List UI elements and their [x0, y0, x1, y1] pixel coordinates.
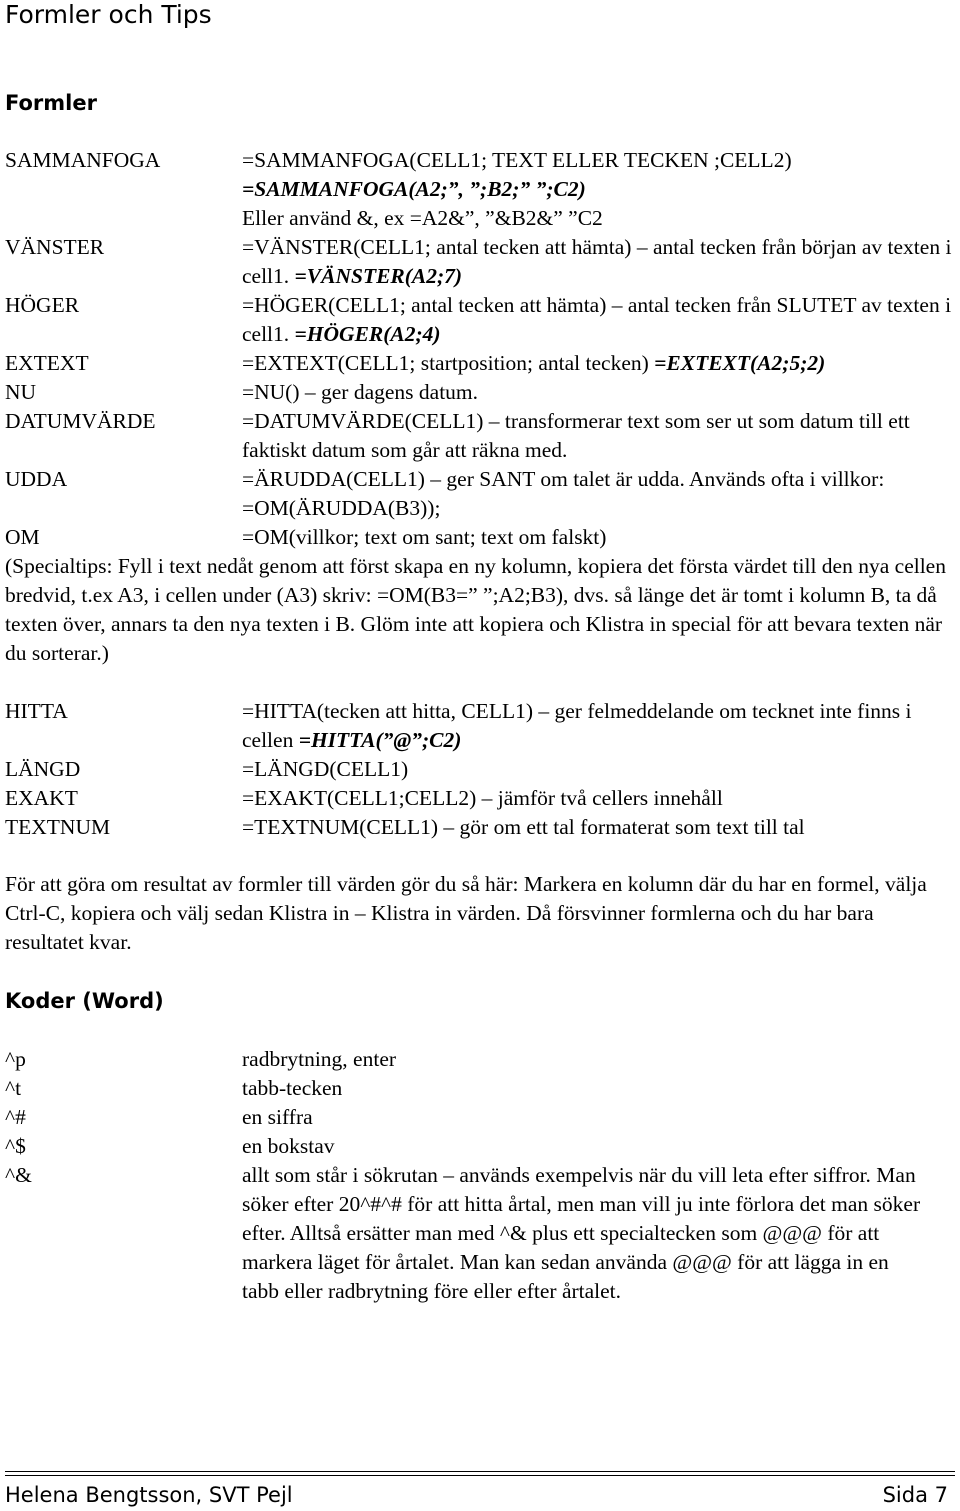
formula-list-a — [5, 146, 955, 668]
formula-row-hitta — [5, 697, 955, 755]
code-row — [5, 1045, 955, 1074]
formula-term: OM — [5, 525, 40, 549]
code-term: ^t — [5, 1076, 22, 1100]
formula-example: =EXTEXT(A2;5;2) — [654, 351, 826, 375]
formula-text: =HITTA(tecken att hitta, CELL1) – ger felmeddelande om tecknet inte finns i cellen — [242, 699, 912, 752]
formula-description: =NU() – ger dagens datum. — [242, 380, 479, 404]
formula-row-datumvarde — [5, 407, 955, 465]
code-description: en bokstav — [242, 1134, 335, 1158]
formula-description — [242, 233, 955, 291]
formula-description — [242, 291, 955, 349]
formula-term: SAMMANFOGA — [5, 148, 161, 172]
code-term: ^# — [5, 1105, 26, 1129]
formula-text: =EXTEXT(CELL1; startposition; antal tecken) — [242, 351, 655, 375]
formula-row-langd — [5, 755, 955, 784]
page-title: Formler och Tips — [5, 0, 212, 29]
formula-term: EXTEXT — [5, 351, 89, 375]
formula-term: HITTA — [5, 699, 68, 723]
formula-alternative: Eller använd &, ex =A2&”, ”&B2&” ”C2 — [242, 206, 603, 230]
code-row — [5, 1161, 955, 1306]
specialtips-paragraph: (Specialtips: Fyll i text nedåt genom att först skapa en ny kolumn, kopiera det första värdet till den nya cellen bredvid, t.ex A3, i cellen under (A3) skriv: =OM(B3=” ”;A2;B3), dvs. så länge det är tomt i kolumn B, ta då texten över, annars ta den nya texten i B. Glöm inte att kopiera och Klistra in special för att bevara texten när du sorterar.) — [5, 554, 946, 665]
footer-divider — [5, 1475, 955, 1476]
formula-syntax: =SAMMANFOGA(CELL1; TEXT ELLER TECKEN ;CELL2) — [242, 148, 792, 172]
code-row — [5, 1132, 955, 1161]
code-description: en siffra — [242, 1105, 313, 1129]
footer-author: Helena Bengtsson, SVT Pejl — [5, 1483, 293, 1507]
formula-term: HÖGER — [5, 293, 80, 317]
formula-description — [242, 697, 955, 755]
footer-page-number: Sida 7 — [882, 1483, 948, 1507]
formula-term: NU — [5, 380, 37, 404]
page-footer — [5, 1480, 948, 1510]
formula-example: =VÄNSTER(A2;7) — [294, 264, 463, 288]
formula-description: =OM(villkor; text om sant; text om falskt) — [242, 525, 607, 549]
section-heading-koder: Koder (Word) — [5, 989, 164, 1013]
formula-example: =HITTA(”@”;C2) — [298, 728, 462, 752]
code-term: ^$ — [5, 1134, 26, 1158]
formula-term: DATUMVÄRDE — [5, 409, 156, 433]
formula-description: =LÄNGD(CELL1) — [242, 757, 409, 781]
formula-row-vanster — [5, 233, 955, 291]
formula-term: TEXTNUM — [5, 815, 111, 839]
section-heading-formler: Formler — [5, 91, 97, 115]
formula-description — [242, 146, 955, 233]
formula-row-exakt — [5, 784, 955, 813]
code-row — [5, 1103, 955, 1132]
formula-term: UDDA — [5, 467, 68, 491]
formula-example: =SAMMANFOGA(A2;”, ”;B2;” ”;C2) — [242, 177, 586, 201]
formula-term: LÄNGD — [5, 757, 81, 781]
code-description: radbrytning, enter — [242, 1047, 397, 1071]
code-row — [5, 1074, 955, 1103]
code-term: ^p — [5, 1047, 26, 1071]
values-tip-paragraph: För att göra om resultat av formler till värden gör du så här: Markera en kolumn där du har en formel, välja Ctrl-C, kopiera och välj sedan Klistra in – Klistra in värden. Då försvinner formlerna och du har bara resultatet kvar. — [5, 872, 927, 954]
formula-row-hoger — [5, 291, 955, 349]
formula-description — [242, 349, 955, 378]
formula-description: =ÄRUDDA(CELL1) – ger SANT om talet är udda. Används ofta i villkor: =OM(ÄRUDDA(B3)); — [242, 467, 885, 520]
formula-row-sammanfoga — [5, 146, 955, 233]
formula-description: =TEXTNUM(CELL1) – gör om ett tal formaterat som text till tal — [242, 815, 805, 839]
formula-row-om — [5, 523, 955, 552]
formula-text: =VÄNSTER(CELL1; antal tecken att hämta) – antal tecken från början av texten i cell1. — [242, 235, 952, 288]
formula-description: =DATUMVÄRDE(CELL1) – transformerar text som ser ut som datum till ett faktiskt datum som går att räkna med. — [242, 409, 910, 462]
formula-list-b — [5, 697, 955, 842]
code-list — [5, 1045, 955, 1306]
formula-term: EXAKT — [5, 786, 78, 810]
formula-row-udda — [5, 465, 955, 523]
formula-term: VÄNSTER — [5, 235, 105, 259]
formula-row-nu — [5, 378, 955, 407]
formula-row-extext — [5, 349, 955, 378]
formula-row-textnum — [5, 813, 955, 842]
code-term: ^& — [5, 1163, 32, 1187]
formula-description: =EXAKT(CELL1;CELL2) – jämför två cellers innehåll — [242, 786, 723, 810]
code-description: tabb-tecken — [242, 1076, 343, 1100]
formula-example: =HÖGER(A2;4) — [294, 322, 441, 346]
formula-text: =HÖGER(CELL1; antal tecken att hämta) – antal tecken från SLUTET av texten i cell1. — [242, 293, 952, 346]
code-description: allt som står i sökrutan – används exempelvis när du vill leta efter siffror. Man söker efter 20^#^# för att hitta årtal, men man vill ju inte förlora det man söker efter. Alltså ersätter man med ^& plus ett specialtecken som @@@ för att markera läget för årtalet. Man kan sedan använda @@@ för att lägga in en tabb eller radbrytning före eller efter årtalet. — [242, 1163, 921, 1303]
footer-divider — [5, 1471, 955, 1472]
